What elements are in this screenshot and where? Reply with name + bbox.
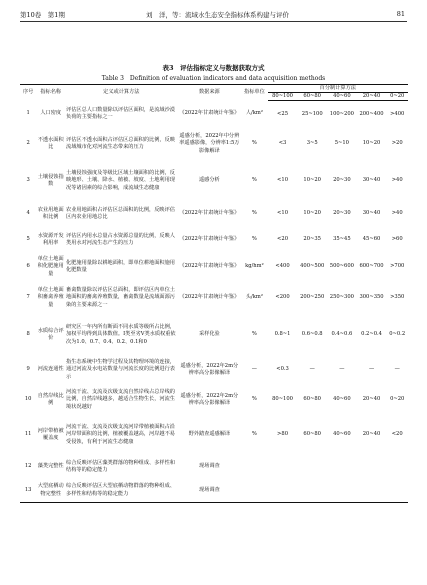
row-indicator-name: 水资源开发利用率 xyxy=(37,232,64,246)
row-grade-3: 100~200 xyxy=(329,110,354,117)
row-grade-4 xyxy=(357,455,387,479)
row-definition: 农业用地面积占评估区总面积的比例，反映评估区内农业用地总比 xyxy=(66,206,175,220)
row-unit: % xyxy=(251,431,257,438)
row-grade-1: <0.3 xyxy=(276,366,289,373)
row-unit xyxy=(241,479,268,503)
table-caption-en: Table 3 Definition of evaluation indicators and data acquisition methods xyxy=(101,75,326,82)
row-definition: 综合反映评估区大型底栖动物群落的物种组成、多样性和结构等的稳定能力 xyxy=(65,479,178,503)
table-row xyxy=(20,479,408,503)
row-definition: 指生态系统中生物学过程及其物理环境的连接，通过河流及水电站数量与河流长度的比例进行表示 xyxy=(66,359,175,380)
row-grade-4: 20~40 xyxy=(362,431,381,438)
row-grade-5: >60 xyxy=(391,236,403,243)
row-grade-1 xyxy=(268,479,298,503)
row-indicator-name: 藻类完整性 xyxy=(37,463,64,470)
row-grade-2: 400~500 xyxy=(300,263,325,270)
row-unit: % xyxy=(251,140,257,147)
row-grade-2 xyxy=(297,455,327,479)
table-row xyxy=(20,385,408,415)
row-definition: 研究区一年内所有断面不同水质等级所占比例，加权平均得到具体数值。Ⅰ类至劣Ⅴ类水质权重依次为1.0、0.7、0.4、0.2、0.1和0 xyxy=(66,324,176,345)
indicator-table xyxy=(20,84,408,503)
row-grade-1 xyxy=(268,455,298,479)
row-grade-1: <10 xyxy=(277,210,288,217)
row-grade-2: 200~250 xyxy=(300,294,325,301)
row-definition: 综合反映评估区藻类群落的物种组成、多样性和结构等的稳定能力 xyxy=(66,459,175,473)
header-grade-2: 60~80 xyxy=(297,93,327,101)
row-indicator-name: 河岸带植被覆盖度 xyxy=(37,427,64,441)
row-grade-1: >80 xyxy=(277,431,288,438)
running-header xyxy=(0,0,427,24)
row-indicator-name: 农业用地面积比例 xyxy=(37,206,64,220)
row-grade-4: 200~400 xyxy=(359,110,384,117)
row-grade-4: 30~40 xyxy=(362,177,381,184)
row-unit: kg/hm² xyxy=(245,263,264,270)
table-body xyxy=(20,101,408,503)
header-source: 数据来源 xyxy=(178,85,241,101)
row-grade-1: 80~100 xyxy=(272,396,293,403)
row-grade-4: 30~40 xyxy=(362,210,381,217)
row-source: 遥感分析 xyxy=(198,177,220,184)
table-row xyxy=(20,201,408,227)
journal-issue: 第10卷 第1期 xyxy=(20,11,65,19)
row-grade-4: 300~350 xyxy=(359,294,384,301)
row-grade-2: 25~100 xyxy=(301,110,323,117)
row-indicator-name: 大型底栖动物完整性 xyxy=(36,479,65,503)
row-grade-4 xyxy=(357,479,387,503)
row-grade-2: 0.6~0.8 xyxy=(301,331,323,338)
row-no: 3 xyxy=(26,177,30,184)
row-indicator-name: 不透水面积比 xyxy=(37,136,64,150)
row-grade-5 xyxy=(386,479,408,503)
row-source: 现场调查 xyxy=(178,479,241,503)
row-indicator-name: 单位土地面积畜禽养殖量 xyxy=(37,287,64,308)
row-grade-1: <25 xyxy=(277,110,288,117)
row-grade-2: 3~5 xyxy=(306,140,318,147)
row-indicator-name: 土壤侵蚀指数 xyxy=(37,173,64,187)
row-grade-3: 250~300 xyxy=(329,294,354,301)
row-grade-5: <20 xyxy=(391,431,403,438)
table-row xyxy=(20,281,408,315)
row-no: 2 xyxy=(26,140,30,147)
article-authors-title: 刘 洋，等：流域水生态安全指标体系构建与评价 xyxy=(146,11,289,19)
row-grade-2: 10~20 xyxy=(303,210,321,217)
header-no: 序号 xyxy=(20,85,36,101)
row-indicator-name: 水质综合评价 xyxy=(37,327,64,341)
row-unit xyxy=(241,455,268,479)
row-indicator-name: 自然岸线比例 xyxy=(37,392,64,406)
row-source: 《2022年甘肃统计年鉴》 xyxy=(179,294,240,301)
row-grade-5: >700 xyxy=(390,263,405,270)
row-no: 8 xyxy=(26,331,30,338)
row-grade-2: — xyxy=(309,366,315,373)
header-rule xyxy=(20,21,407,22)
row-grade-5: >40 xyxy=(391,210,403,217)
row-grade-3: 35~45 xyxy=(333,236,351,243)
table-row xyxy=(20,127,408,161)
header-name: 指标名称 xyxy=(36,85,65,101)
row-source: 《2022年甘肃统计年鉴》 xyxy=(179,236,240,243)
header-grade-3: 40~60 xyxy=(327,93,357,101)
row-unit: 头/km² xyxy=(245,294,263,301)
row-grade-1: <3 xyxy=(278,140,287,147)
row-no: 6 xyxy=(26,263,30,270)
header-grades-title: 百分制计算方法 xyxy=(268,85,408,93)
row-grade-2: 60~80 xyxy=(303,431,321,438)
row-grade-5: >20 xyxy=(391,140,403,147)
row-unit: % xyxy=(251,331,257,338)
table-row xyxy=(20,101,408,127)
table-row xyxy=(20,415,408,455)
header-grade-1: 80~100 xyxy=(268,93,298,101)
row-grade-1: <400 xyxy=(275,263,290,270)
row-grade-4: 0.2~0.4 xyxy=(361,331,382,338)
row-grade-1: <10 xyxy=(277,177,288,184)
row-grade-2: 60~80 xyxy=(303,396,321,403)
row-grade-3 xyxy=(327,455,357,479)
row-no: 11 xyxy=(24,431,32,438)
row-unit: % xyxy=(251,210,257,217)
row-indicator-name: 河流连通性 xyxy=(37,366,64,373)
row-definition: 评估区不透水面积占评估区总面积的比例，反映流域城市化对河流生态带来的压力 xyxy=(66,136,175,150)
row-grade-5: 0~20 xyxy=(390,396,405,403)
row-source: 《2022年甘肃统计年鉴》 xyxy=(179,263,240,270)
row-source: 野外踏查遥感解译 xyxy=(188,431,231,438)
row-grade-4: 600~700 xyxy=(359,263,384,270)
table-row xyxy=(20,253,408,281)
table-row xyxy=(20,355,408,385)
row-grade-2 xyxy=(297,479,327,503)
row-grade-3: 20~30 xyxy=(333,210,351,217)
row-indicator-name: 人口密度 xyxy=(40,110,62,117)
row-grade-3: — xyxy=(339,366,345,373)
row-source: 遥感分析，2022年中分辨率遥感影像，分辨率1:5万影像解译 xyxy=(179,133,240,154)
row-grade-4: 10~20 xyxy=(362,140,381,147)
row-grade-4: 20~40 xyxy=(362,396,381,403)
row-no: 13 xyxy=(20,479,36,503)
row-grade-3: 500~600 xyxy=(329,263,354,270)
row-grade-2: 10~20 xyxy=(303,177,321,184)
row-grade-5: >350 xyxy=(390,294,405,301)
row-grade-3: 20~30 xyxy=(333,177,351,184)
row-grade-4: 45~60 xyxy=(362,236,381,243)
page-number: 81 xyxy=(396,10,405,18)
row-no: 5 xyxy=(26,236,30,243)
row-grade-5: >40 xyxy=(391,177,403,184)
row-grade-2: 20~35 xyxy=(303,236,321,243)
row-definition: 评估区总人口数量除以评估区面积，是流域沙漠负荷的主要指标之一 xyxy=(66,106,175,120)
header-grade-4: 20~40 xyxy=(357,93,387,101)
row-definition: 化肥施用量除以耕地面积，即单位耕地面积施用化肥数量 xyxy=(66,259,175,273)
row-source: 采样化验 xyxy=(198,331,220,338)
row-grade-1: <200 xyxy=(275,294,290,301)
row-grade-3 xyxy=(327,479,357,503)
header-unit: 指标单位 xyxy=(241,85,268,101)
table-caption-cn: 表3 评估指标定义与数据获取方式 xyxy=(162,64,265,72)
row-no: 9 xyxy=(26,366,30,373)
row-no: 4 xyxy=(26,210,30,217)
row-no: 12 xyxy=(24,463,32,470)
row-no: 1 xyxy=(26,110,30,117)
row-grade-3: 40~60 xyxy=(333,431,351,438)
row-grade-3: 40~60 xyxy=(333,396,351,403)
table-row xyxy=(20,227,408,253)
row-grade-4: — xyxy=(368,366,375,373)
row-source: 遥感分析，2022年2m分辨率高分影像解译 xyxy=(180,392,239,406)
row-source: 《2022年甘肃统计年鉴》 xyxy=(179,210,240,217)
row-definition: 畜禽数量除以评估区总面积，即评估区内单位土地面积的畜禽养殖数量，畜禽数量是流域面源污染的主要来源之一 xyxy=(66,287,175,308)
row-grade-3: 5~10 xyxy=(334,140,349,147)
table-row xyxy=(20,315,408,355)
row-grade-5 xyxy=(386,455,408,479)
row-grade-5: — xyxy=(394,366,400,373)
row-unit: % xyxy=(251,177,257,184)
row-no: 10 xyxy=(24,396,32,403)
row-source: 遥感分析，2022年2m分辨率高分影像解译 xyxy=(180,362,239,376)
row-unit: — xyxy=(251,366,257,373)
row-grade-1: <20 xyxy=(277,236,288,243)
header-definition: 定义或计算方法 xyxy=(65,85,178,101)
row-indicator-name: 单位土地面积化肥施用量 xyxy=(37,256,64,277)
header-grade-5: 0~20 xyxy=(386,93,408,101)
row-definition: 评估区内用水总量占水资源总量的比例，反映人类用水对河流生态产生的压力 xyxy=(66,232,175,246)
row-unit: % xyxy=(251,236,257,243)
row-grade-3: 0.4~0.6 xyxy=(331,331,353,338)
row-definition: 河流干流、支流及次级支流河岸带植被面积占沿河岸带面积的比例，植被覆盖越高，河岸越不易受侵蚀，有利于河流生态健康 xyxy=(66,424,175,445)
row-unit: 人/km² xyxy=(245,110,263,117)
row-grade-5: >400 xyxy=(390,110,405,117)
row-grade-1: 0.8~1 xyxy=(274,331,291,338)
row-definition: 河流干流、支流及次级支流自然岸线占总岸线的比例，自然岸线越多，越适合生物生长，河流生境状况越好 xyxy=(66,389,175,410)
row-no: 7 xyxy=(26,294,30,301)
row-definition: 土壤侵蚀强度及等级比区域土壤面积的比例，反映地形、土壤、降水、植被、坡度、土地利用现况等诸因素的综合影响，成流域生态健康 xyxy=(66,170,175,191)
row-unit: % xyxy=(251,396,257,403)
row-grade-5: 0~0.2 xyxy=(389,331,406,338)
row-source: 现场调查 xyxy=(198,463,220,470)
table-row xyxy=(20,455,408,479)
row-source: 《2022年甘肃统计年鉴》 xyxy=(179,110,240,117)
table-row xyxy=(20,161,408,201)
